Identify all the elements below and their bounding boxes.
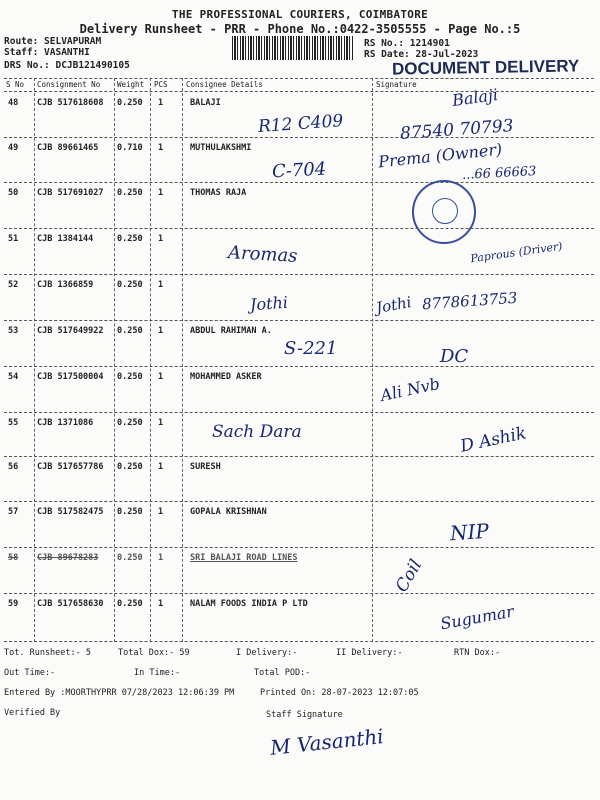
row-pcs: 1 xyxy=(158,326,164,336)
row-weight: 0.250 xyxy=(117,326,143,336)
row-consignment: CJB 1371086 xyxy=(37,418,94,428)
row-sno: 50 xyxy=(8,188,19,198)
handwritten-signature: Prema (Owner) xyxy=(377,139,504,172)
handwritten-signature: NIP xyxy=(449,518,490,546)
handwritten-phone: 87540 70793 xyxy=(399,116,515,144)
handwritten-signature: DC xyxy=(440,346,469,367)
row-consignee: SRI BALAJI ROAD LINES xyxy=(190,553,298,563)
route-label: Route: SELVAPURAM xyxy=(4,36,102,47)
row-consignment: CJB 517649922 xyxy=(37,326,104,336)
runsheet-subtitle: Delivery Runsheet - PRR - Phone No.:0422-3505555 - Page No.:5 xyxy=(79,22,521,36)
total-dox: Total Dox:- 59 xyxy=(118,648,190,658)
handwritten-signature: Sugumar xyxy=(438,601,516,634)
row-pcs: 1 xyxy=(158,372,164,382)
row-weight: 0.250 xyxy=(117,418,143,428)
staff-handwritten-signature: M Vasanthi xyxy=(269,724,385,760)
verified-by: Verified By xyxy=(4,708,61,718)
row-consignee: GOPALA KRISHNAN xyxy=(190,507,267,517)
row-consignee: BALAJI xyxy=(190,98,221,108)
row-sno: 58 xyxy=(8,553,19,563)
row-consignment: CJB 1366859 xyxy=(37,280,94,290)
company-seal xyxy=(412,180,476,244)
row-consignment: CJB 89678283 xyxy=(37,553,99,563)
handwritten-note: R12 C409 xyxy=(257,111,344,137)
in-time: In Time:- xyxy=(134,668,181,678)
row-pcs: 1 xyxy=(158,280,164,290)
row-consignee: ABDUL RAHIMAN A. xyxy=(190,326,272,336)
row-pcs: 1 xyxy=(158,599,164,609)
row-consignee: SURESH xyxy=(190,462,221,472)
handwritten-phone: ...66 66663 xyxy=(461,164,537,183)
rtn-dox: RTN Dox:- xyxy=(454,648,501,658)
handwritten-signature: D Ashik xyxy=(458,423,529,457)
total-pod: Total POD:- xyxy=(254,668,311,678)
handwritten-signature: Paprous (Driver) xyxy=(469,239,564,266)
row-weight: 0.250 xyxy=(117,188,143,198)
row-sno: 51 xyxy=(8,234,19,244)
row-sno: 57 xyxy=(8,507,19,517)
row-pcs: 1 xyxy=(158,98,164,108)
row-consignee: THOMAS RAJA xyxy=(190,188,247,198)
row-sno: 56 xyxy=(8,462,19,472)
row-sno: 52 xyxy=(8,280,19,290)
entered-by: Entered By :MOORTHYPRR 07/28/2023 12:06:39 PM xyxy=(4,688,235,698)
row-consignment: CJB 517582475 xyxy=(37,507,104,517)
col-header-consignment: Consignment No xyxy=(37,80,101,89)
table-row xyxy=(4,501,594,548)
table-row xyxy=(4,456,594,502)
row-consignment: CJB 89661465 xyxy=(37,143,99,153)
row-sno: 49 xyxy=(8,143,19,153)
handwritten-signature: Coil xyxy=(391,556,427,596)
row-consignment: CJB 517658630 xyxy=(37,599,104,609)
row-consignment: CJB 517657786 xyxy=(37,462,104,472)
drs-number: DRS No.: DCJB121490105 xyxy=(4,60,130,71)
handwritten-note: Jothi xyxy=(249,292,289,315)
row-pcs: 1 xyxy=(158,507,164,517)
row-sno: 48 xyxy=(8,98,19,108)
ii-delivery: II Delivery:- xyxy=(336,648,403,658)
handwritten-signature: Ali Nvb xyxy=(378,373,442,406)
document-delivery-stamp: DOCUMENT DELIVERY xyxy=(391,56,580,79)
row-sno: 59 xyxy=(8,599,19,609)
col-header-sno: S No xyxy=(6,80,25,89)
tot-runsheet: Tot. Runsheet:- 5 xyxy=(4,648,91,658)
handwritten-note: Aromas xyxy=(227,242,298,267)
row-weight: 0.250 xyxy=(117,372,143,382)
col-header-pcs: PCS xyxy=(154,80,168,89)
handwritten-note: Sach Dara xyxy=(212,422,302,442)
row-weight: 0.250 xyxy=(117,280,143,290)
row-consignee: NALAM FOODS INDIA P LTD xyxy=(190,599,308,609)
row-sno: 54 xyxy=(8,372,19,382)
company-title: THE PROFESSIONAL COURIERS, COIMBATORE xyxy=(171,8,429,21)
printed-on: Printed On: 28-07-2023 12:07:05 xyxy=(260,688,419,698)
col-header-signature: Signature xyxy=(376,80,417,89)
row-pcs: 1 xyxy=(158,234,164,244)
staff-signature-label: Staff Signature xyxy=(266,710,343,720)
row-pcs: 1 xyxy=(158,418,164,428)
row-weight: 0.250 xyxy=(117,98,143,108)
row-pcs: 1 xyxy=(158,143,164,153)
table-row xyxy=(4,547,594,594)
col-header-consignee: Consignee Details xyxy=(186,80,263,89)
table-row xyxy=(4,182,594,229)
barcode-graphic xyxy=(232,36,354,60)
handwritten-signature: Jothi xyxy=(374,293,413,317)
col-header-weight: Weight xyxy=(117,80,145,89)
handwritten-phone: 8778613753 xyxy=(421,288,518,314)
handwritten-note: S-221 xyxy=(284,338,338,359)
row-weight: 0.250 xyxy=(117,234,143,244)
row-consignment: CJB 517691027 xyxy=(37,188,104,198)
row-weight: 0.250 xyxy=(117,599,143,609)
rs-number: RS No.: 1214901 xyxy=(364,38,450,49)
staff-label: Staff: VASANTHI xyxy=(4,47,90,58)
row-weight: 0.710 xyxy=(117,143,143,153)
row-weight: 0.250 xyxy=(117,553,143,563)
handwritten-note: C-704 xyxy=(271,158,327,183)
row-consignment: CJB 1384144 xyxy=(37,234,94,244)
row-pcs: 1 xyxy=(158,553,164,563)
row-consignee: MOHAMMED ASKER xyxy=(190,372,262,382)
out-time: Out Time:- xyxy=(4,668,56,678)
row-pcs: 1 xyxy=(158,188,164,198)
rs-date: RS Date: 28-Jul-2023 xyxy=(364,49,479,60)
row-weight: 0.250 xyxy=(117,507,143,517)
row-consignment: CJB 517500004 xyxy=(37,372,104,382)
row-sno: 53 xyxy=(8,326,19,336)
row-consignee: MUTHULAKSHMI xyxy=(190,143,252,153)
handwritten-signature: Balaji xyxy=(450,84,500,111)
table-row xyxy=(4,366,594,413)
row-pcs: 1 xyxy=(158,462,164,472)
i-delivery: I Delivery:- xyxy=(236,648,298,658)
row-weight: 0.250 xyxy=(117,462,143,472)
row-sno: 55 xyxy=(8,418,19,428)
row-consignment: CJB 517618608 xyxy=(37,98,104,108)
